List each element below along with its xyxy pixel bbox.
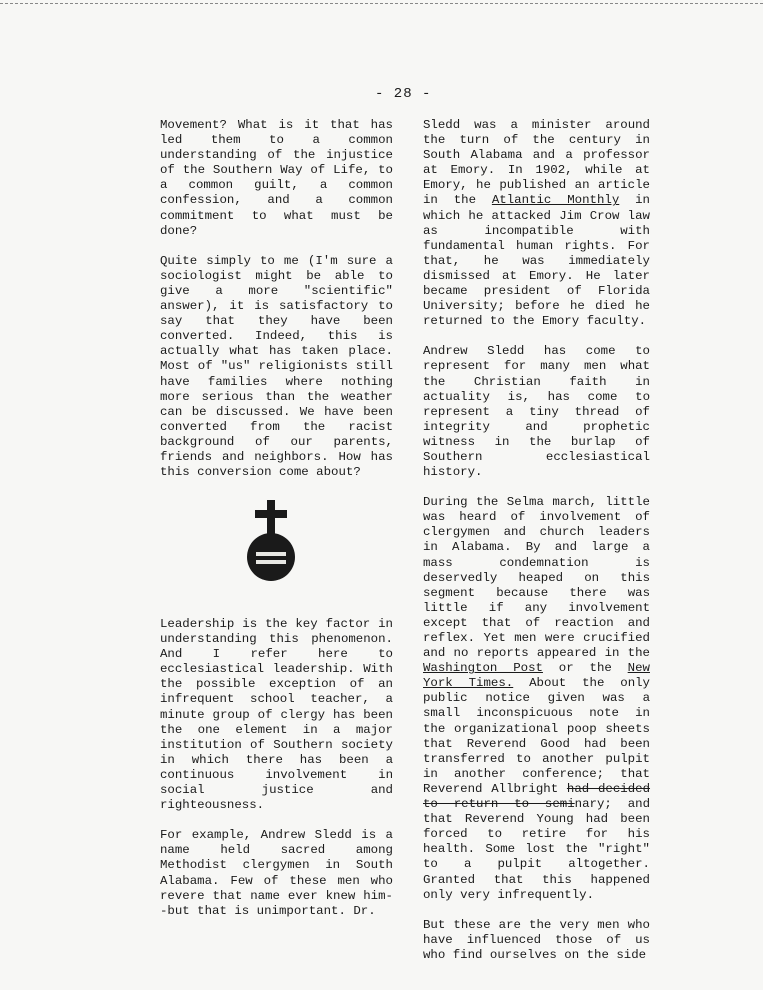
- publication-title: Washington Post: [423, 661, 543, 676]
- left-column-bottom: [160, 617, 393, 934]
- paragraph: Quite simply to me (I'm sure a sociologist might be able to give a more "scientific" answer), it is satisfactory to say that they have been converted. Indeed, this is actually what has taken place. Most of "us" religionists still have families where nothing more serious than the weather can be discussed. We have been converted from the racist background of our parents, friends and neighbors. How has this conversion come about?: [160, 253, 393, 480]
- struck-text: had decided to return to semi: [423, 781, 651, 812]
- paragraph: Andrew Sledd has come to represent for many men what the Christian faith in actuality is, has come to represent a tiny thread of integrity and prophetic witness in the burlap of Southern ecclesiastical history.: [423, 344, 650, 480]
- paragraph: Movement? What is it that has led them to a common understanding of the injustice of the Southern Way of Life, to a common guilt, a common confession, and a common commitment to what must be done?: [160, 118, 393, 238]
- text-run: About the only public notice given was a small inconspicuous note in the organizational poop sheets that Reverend Good had been transferred to another pulpit in another conference; that Reverend Allbright: [423, 676, 650, 796]
- paragraph: [423, 118, 650, 329]
- paragraph: Leadership is the key factor in understanding this phenomenon. And I refer here to ecclesiastical leadership. With the possible exception of an infrequent school teacher, a minute group of clergy has been the one element in a major institution of Southern society in which there has been a continuous involvement in social justice and righteousness.: [160, 617, 393, 813]
- text-run: nary; and that Reverend Young had been forced to retire for his health. Some lost the "right" to a pulpit altogether. Granted that this happened only very infrequently.: [423, 797, 651, 902]
- paragraph: But these are the very men who have influenced those of us who find ourselves on the side: [423, 917, 650, 962]
- text-run: or the: [542, 661, 628, 676]
- top-scan-rule: [0, 3, 763, 4]
- right-column: [423, 118, 650, 978]
- text-run: During the Selma march, little was heard of involvement of clergymen and church leaders in Alabama. By and large a mass condemnation is deservedly heaped on this segment because there was little if any involvement except that of reaction and reflex. Yet men were crucified and no reports appeared in the: [423, 495, 650, 661]
- paragraph: [423, 495, 650, 903]
- publication-title: New York Times.: [423, 661, 650, 691]
- text-run: in which he attacked Jim Crow law as incompatible with fundamental human rights. For that, he was immediately dismissed at Emory. He later became president of Florida University; before he died he returned to the Emory faculty.: [423, 193, 650, 329]
- paragraph: For example, Andrew Sledd is a name held sacred among Methodist clergymen in South Alabama. Few of these men who revere that name ever knew him--but that is unimportant. Dr.: [160, 828, 393, 918]
- publication-title: Atlantic Monthly: [491, 193, 620, 208]
- page-number: - 28 -: [375, 86, 432, 102]
- cross-and-circle-emblem: [241, 500, 301, 584]
- text-run: Sledd was a minister around the turn of the century in South Alabama and a professor at Emory. In 1902, while at Emory, he published an article in the: [423, 118, 650, 208]
- left-column-top: [160, 118, 393, 495]
